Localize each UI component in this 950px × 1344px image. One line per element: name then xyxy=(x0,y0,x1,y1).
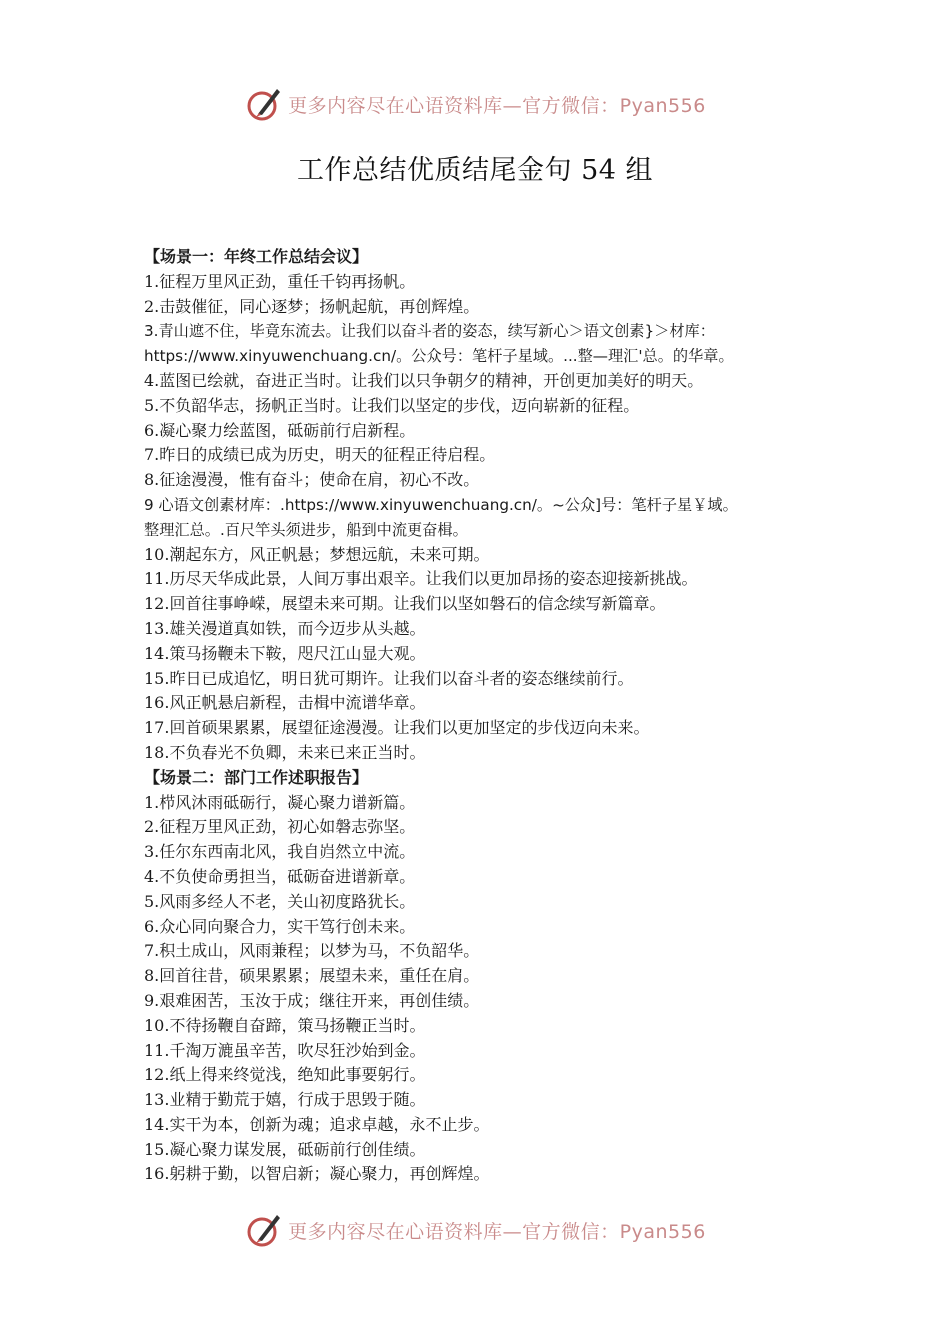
text-line: 8.征途漫漫，惟有奋斗；使命在肩，初心不改。 xyxy=(144,470,480,490)
text-line: 11.千淘万漉虽辛苦，吹尽狂沙始到金。 xyxy=(144,1040,426,1060)
text-line: 8.回首往昔，硕果累累；展望未来，重任在肩。 xyxy=(144,966,480,986)
text-line: 7.昨日的成绩已成为历史，明天的征程正待启程。 xyxy=(144,445,496,465)
text-line: 11.历尽天华成此景，人间万事出艰辛。让我们以更加昂扬的姿态迎接新挑战。 xyxy=(144,569,698,589)
text-line: 9.艰难困苦，玉汝于成；继往开来，再创佳绩。 xyxy=(144,990,480,1010)
text-line: 3.青山遮不住，毕竟东流去。让我们以奋斗者的姿态，续写新心＞语文创素}＞材库： xyxy=(144,322,715,341)
text-line: 6.凝心聚力绘蓝图，砥砺前行启新程。 xyxy=(144,420,416,440)
header-banner xyxy=(0,82,950,126)
text-line: 2.征程万里风正劲，初心如磐志弥坚。 xyxy=(144,817,416,837)
text-line: 1.征程万里风正劲，重任千钧再扬帆。 xyxy=(144,271,416,291)
text-line: 16.风正帆悬启新程，击楫中流谱华章。 xyxy=(144,693,426,713)
text-line: 1.栉风沐雨砥砺行，凝心聚力谱新篇。 xyxy=(144,792,416,812)
text-line: 4.蓝图已绘就，奋进正当时。让我们以只争朝夕的精神，开创更加美好的明天。 xyxy=(144,370,704,390)
text-line: https://www.xinyuwenchuang.cn/。公众号：笔杆子星域。...整—理汇'总。的华章。 xyxy=(144,347,734,366)
text-line: 15.昨日已成追忆，明日犹可期许。让我们以奋斗者的姿态继续前行。 xyxy=(144,668,634,688)
banner-text: 更多内容尽在心语资料库—官方微信：Pyan556 xyxy=(288,1220,706,1243)
quill-logo-icon xyxy=(244,1210,284,1250)
text-line: 13.业精于勤荒于嬉，行成于思毁于随。 xyxy=(144,1090,426,1110)
document-body xyxy=(144,245,824,1187)
banner-text: 更多内容尽在心语资料库—官方微信：Pyan556 xyxy=(288,94,706,117)
text-line: 16.躬耕于勤，以智启新；凝心聚力，再创辉煌。 xyxy=(144,1164,490,1184)
text-line: 18.不负春光不负卿，未来已来正当时。 xyxy=(144,742,426,762)
text-line: 整理汇总。.百尺竿头须进步，船到中流更奋楫。 xyxy=(144,520,468,539)
text-line: 12.回首往事峥嵘，展望未来可期。让我们以坚如磐石的信念续写新篇章。 xyxy=(144,594,666,614)
page-title: 工作总结优质结尾金句 54 组 xyxy=(296,155,654,186)
quill-logo-icon xyxy=(244,84,284,124)
text-line: 3.任尔东西南北风，我自岿然立中流。 xyxy=(144,842,416,862)
text-line: 2.击鼓催征，同心逐梦；扬帆起航，再创辉煌。 xyxy=(144,296,480,316)
text-line: 12.纸上得来终觉浅，绝知此事要躬行。 xyxy=(144,1065,426,1085)
text-line: 10.潮起东方，风正帆悬；梦想远航，未来可期。 xyxy=(144,544,490,564)
text-line: 14.实干为本，创新为魂；追求卓越，永不止步。 xyxy=(144,1114,490,1134)
text-line: 5.风雨多经人不老，关山初度路犹长。 xyxy=(144,891,416,911)
text-line: 7.积土成山，风雨兼程；以梦为马，不负韶华。 xyxy=(144,941,480,961)
text-line: 5.不负韶华志，扬帆正当时。让我们以坚定的步伐，迈向崭新的征程。 xyxy=(144,395,640,415)
text-line: 6.众心同向聚合力，实干笃行创未来。 xyxy=(144,916,416,936)
text-line: 14.策马扬鞭未下鞍，咫尺江山显大观。 xyxy=(144,643,426,663)
banner-wechat-id: Pyan556 xyxy=(619,1220,706,1243)
footer-banner xyxy=(0,1208,950,1252)
text-line: 15.凝心聚力谋发展，砥砺前行创佳绩。 xyxy=(144,1139,426,1159)
banner-wechat-id: Pyan556 xyxy=(619,94,706,117)
text-line: 13.雄关漫道真如铁，而今迈步从头越。 xyxy=(144,618,426,638)
section-heading: 【场景二：部门工作述职报告】 xyxy=(144,767,369,787)
text-line: 17.回首硕果累累，展望征途漫漫。让我们以更加坚定的步伐迈向未来。 xyxy=(144,718,650,738)
text-line: 9 心语文创素材库：.https://www.xinyuwenchuang.cn/。~公众]号：笔杆子星￥域。 xyxy=(144,495,738,514)
text-line: 4.不负使命勇担当，砥砺奋进谱新章。 xyxy=(144,866,416,886)
section-heading: 【场景一：年终工作总结会议】 xyxy=(144,247,369,266)
text-line: 10.不待扬鞭自奋蹄，策马扬鞭正当时。 xyxy=(144,1015,426,1035)
